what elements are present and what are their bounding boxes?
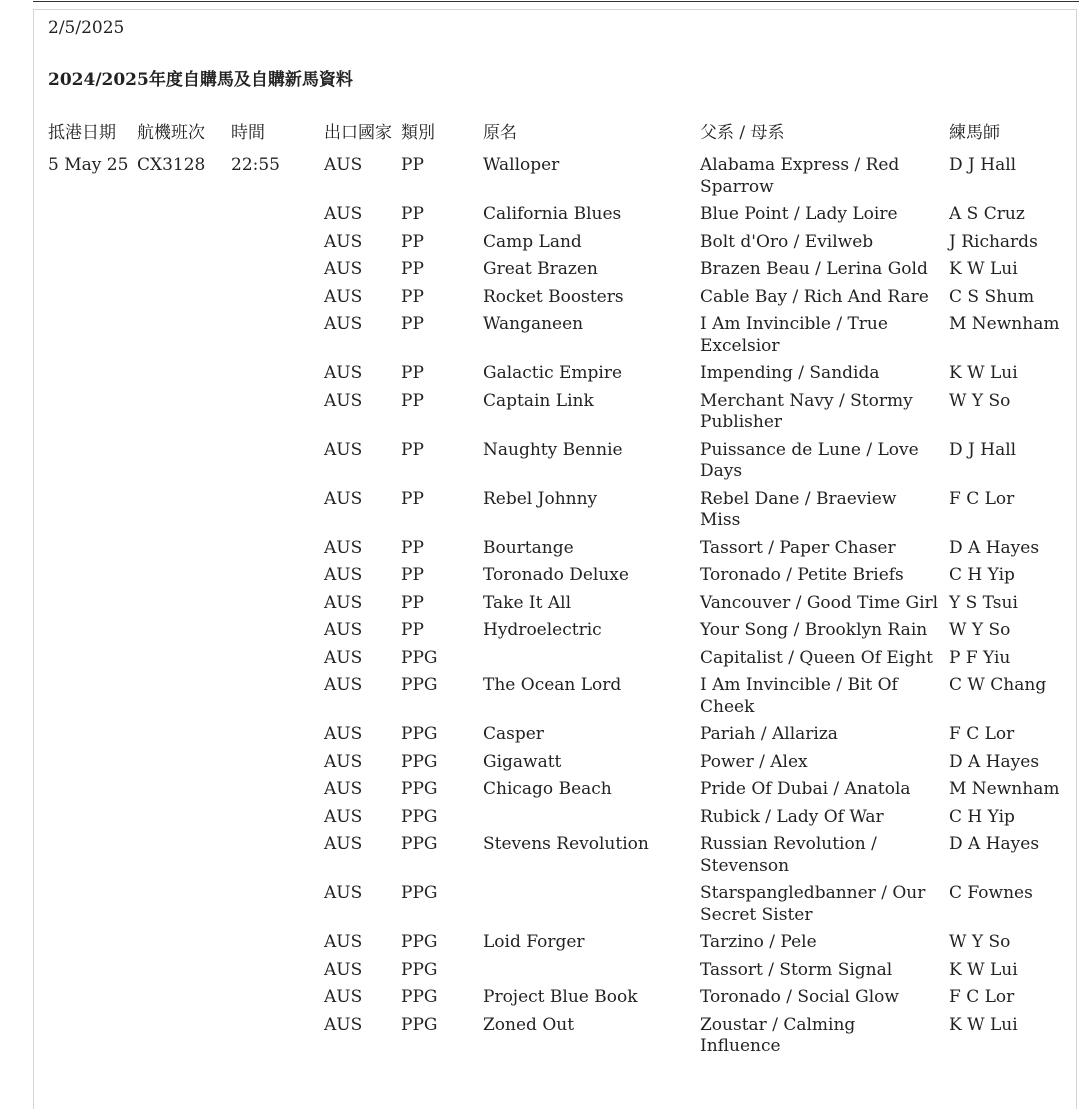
flight-cell [133, 201, 227, 229]
trainer-cell: J Richards [949, 231, 1038, 252]
type-cell: PPG [401, 806, 438, 827]
arrival-date-cell [44, 256, 133, 284]
pedigree-cell: Your Song / Brooklyn Rain [700, 620, 928, 640]
flight-cell [133, 776, 227, 804]
trainer-cell: F C Lor [949, 724, 1015, 744]
type-cell: PP [401, 537, 424, 558]
pedigree-cell: Tassort / Paper Chaser [700, 537, 896, 558]
flight-cell [133, 360, 227, 388]
arrival-date-cell: 5 May 25 [48, 155, 129, 175]
country-cell: AUS [324, 390, 363, 411]
time-cell [227, 311, 320, 360]
pedigree-cell: Bolt d'Oro / Evilweb [700, 231, 874, 252]
pedigree-cell: Starspangledbanner / Our Secret Sister [700, 883, 926, 925]
flight-cell [133, 562, 227, 590]
flight-cell [133, 804, 227, 832]
time-cell [227, 590, 320, 618]
trainer-cell: D A Hayes [949, 537, 1040, 558]
country-cell: AUS [324, 959, 363, 980]
table-row [44, 645, 1074, 673]
horse-name-cell: Bourtange [483, 537, 574, 558]
type-cell: PP [401, 565, 424, 585]
pedigree-cell: Merchant Navy / Stormy Publisher [700, 390, 913, 432]
type-cell: PPG [401, 779, 438, 799]
table-row [44, 929, 1074, 957]
flight-cell [133, 721, 227, 749]
arrival-date-cell [44, 590, 133, 618]
arrival-date-cell [44, 535, 133, 563]
type-cell: PP [401, 363, 424, 383]
table-row [44, 804, 1074, 832]
country-cell: AUS [324, 314, 363, 334]
arrival-date-cell [44, 804, 133, 832]
country-cell: AUS [324, 987, 363, 1007]
trainer-cell: C W Chang [949, 675, 1047, 695]
time-cell: 22:55 [231, 155, 280, 175]
horse-name-cell: Naughty Bennie [483, 439, 623, 460]
pedigree-cell: I Am Invincible / True Excelsior [700, 314, 888, 356]
pedigree-cell: Vancouver / Good Time Girl [700, 592, 939, 613]
time-cell [227, 831, 320, 880]
pedigree-cell: Cable Bay / Rich And Rare [700, 286, 929, 307]
horse-name-cell: Rebel Johnny [483, 488, 598, 509]
arrival-date-cell [44, 645, 133, 673]
time-cell [227, 721, 320, 749]
flight-cell [133, 388, 227, 437]
country-cell: AUS [324, 204, 363, 224]
country-cell: AUS [324, 565, 363, 585]
trainer-cell: K W Lui [949, 259, 1018, 279]
horse-name-cell: Loid Forger [483, 932, 585, 952]
country-cell: AUS [324, 620, 363, 640]
flight-cell [133, 672, 227, 721]
time-cell [227, 535, 320, 563]
table-row [44, 388, 1074, 437]
type-cell: PP [401, 314, 424, 334]
country-cell: AUS [324, 779, 363, 799]
arrival-date-cell [44, 984, 133, 1012]
table-row [44, 201, 1074, 229]
horse-name-cell: Wanganeen [483, 314, 584, 334]
trainer-cell: C S Shum [949, 286, 1035, 307]
time-cell [227, 645, 320, 673]
type-cell: PPG [401, 834, 438, 854]
trainer-cell: A S Cruz [949, 204, 1025, 224]
pedigree-cell: Power / Alex [700, 751, 808, 772]
trainer-cell: C H Yip [949, 806, 1015, 827]
time-cell [227, 229, 320, 257]
header-flight: 航機班次 [137, 123, 205, 143]
flight-cell [133, 590, 227, 618]
country-cell: AUS [324, 488, 363, 509]
horse-name-cell: Casper [483, 724, 544, 744]
table-row [44, 437, 1074, 486]
trainer-cell: C Fownes [949, 883, 1033, 903]
table-row [44, 1012, 1074, 1061]
pedigree-cell: Alabama Express / Red Sparrow [700, 155, 900, 197]
trainer-cell: W Y So [949, 390, 1011, 411]
flight-cell [133, 880, 227, 929]
arrival-date-cell [44, 776, 133, 804]
arrival-date-cell [44, 486, 133, 535]
top-divider [33, 1, 1079, 2]
trainer-cell: Y S Tsui [949, 592, 1018, 613]
flight-cell [133, 229, 227, 257]
horse-name-cell: Chicago Beach [483, 779, 612, 799]
horse-name-cell [479, 645, 696, 673]
horse-table [44, 117, 1074, 1061]
horse-name-cell: Great Brazen [483, 259, 598, 279]
header-trainer: 練馬師 [949, 123, 1000, 143]
type-cell: PP [401, 620, 424, 640]
time-cell [227, 256, 320, 284]
pedigree-cell: Zoustar / Calming Influence [700, 1014, 856, 1056]
horse-name-cell: Camp Land [483, 231, 582, 252]
type-cell: PP [401, 488, 424, 509]
trainer-cell: D A Hayes [949, 751, 1040, 772]
pedigree-cell: Tassort / Storm Signal [700, 959, 893, 980]
trainer-cell: K W Lui [949, 363, 1018, 383]
trainer-cell: D J Hall [949, 439, 1017, 460]
pedigree-cell: Blue Point / Lady Loire [700, 204, 898, 224]
country-cell: AUS [324, 751, 363, 772]
time-cell [227, 957, 320, 985]
type-cell: PPG [401, 1014, 438, 1035]
arrival-date-cell [44, 360, 133, 388]
time-cell [227, 929, 320, 957]
horse-name-cell: Galactic Empire [483, 363, 623, 383]
type-cell: PP [401, 439, 424, 460]
flight-cell [133, 1012, 227, 1061]
trainer-cell: P F Yiu [949, 647, 1011, 668]
horse-name-cell: The Ocean Lord [483, 675, 622, 695]
arrival-date-cell [44, 388, 133, 437]
time-cell [227, 984, 320, 1012]
table-row [44, 152, 1074, 201]
horse-name-cell: Rocket Boosters [483, 286, 624, 307]
type-cell: PP [401, 204, 424, 224]
pedigree-cell: I Am Invincible / Bit Of Cheek [700, 675, 898, 717]
flight-cell [133, 486, 227, 535]
time-cell [227, 388, 320, 437]
arrival-date-cell [44, 880, 133, 929]
horse-name-cell: Captain Link [483, 390, 594, 411]
table-row [44, 749, 1074, 777]
header-original-name: 原名 [483, 123, 517, 143]
time-cell [227, 880, 320, 929]
flight-cell [133, 284, 227, 312]
publish-date: 2/5/2025 [48, 18, 125, 38]
arrival-date-cell [44, 929, 133, 957]
table-row [44, 617, 1074, 645]
pedigree-cell: Toronado / Social Glow [700, 987, 899, 1007]
pedigree-cell: Rubick / Lady Of War [700, 806, 884, 827]
header-pedigree: 父系 / 母系 [700, 123, 785, 143]
flight-cell [133, 617, 227, 645]
flight-cell [133, 929, 227, 957]
table-row [44, 590, 1074, 618]
trainer-cell: D J Hall [949, 155, 1017, 175]
page-title: 2024/2025年度自購馬及自購新馬資料 [48, 70, 353, 90]
pedigree-cell: Impending / Sandida [700, 363, 880, 383]
country-cell: AUS [324, 675, 363, 695]
country-cell: AUS [324, 537, 363, 558]
time-cell [227, 201, 320, 229]
country-cell: AUS [324, 363, 363, 383]
horse-name-cell [479, 957, 696, 985]
flight-cell: CX3128 [137, 155, 206, 175]
table-row [44, 486, 1074, 535]
country-cell: AUS [324, 439, 363, 460]
arrival-date-cell [44, 311, 133, 360]
table-row [44, 721, 1074, 749]
arrival-date-cell [44, 437, 133, 486]
horse-name-cell: Stevens Revolution [483, 834, 649, 854]
arrival-date-cell [44, 617, 133, 645]
pedigree-cell: Tarzino / Pele [700, 932, 817, 952]
type-cell: PP [401, 286, 424, 307]
flight-cell [133, 984, 227, 1012]
trainer-cell: K W Lui [949, 1014, 1018, 1035]
country-cell: AUS [324, 155, 363, 175]
horse-name-cell: Project Blue Book [483, 987, 638, 1007]
pedigree-cell: Pariah / Allariza [700, 724, 838, 744]
pedigree-cell: Russian Revolution / Stevenson [700, 834, 877, 876]
trainer-cell: W Y So [949, 932, 1011, 952]
table-row [44, 256, 1074, 284]
country-cell: AUS [324, 592, 363, 613]
table-row [44, 562, 1074, 590]
header-export-country: 出口國家 [324, 123, 392, 143]
horse-name-cell: California Blues [483, 204, 622, 224]
time-cell [227, 360, 320, 388]
arrival-date-cell [44, 284, 133, 312]
trainer-cell: W Y So [949, 620, 1011, 640]
country-cell: AUS [324, 286, 363, 307]
type-cell: PPG [401, 932, 438, 952]
table-header-row [44, 117, 1074, 152]
flight-cell [133, 645, 227, 673]
table-row [44, 880, 1074, 929]
country-cell: AUS [324, 1014, 363, 1035]
country-cell: AUS [324, 231, 363, 252]
flight-cell [133, 535, 227, 563]
horse-name-cell: Toronado Deluxe [483, 565, 629, 585]
flight-cell [133, 256, 227, 284]
type-cell: PP [401, 592, 424, 613]
arrival-date-cell [44, 229, 133, 257]
trainer-cell: M Newnham [949, 314, 1060, 334]
pedigree-cell: Puissance de Lune / Love Days [700, 439, 919, 481]
table-row [44, 831, 1074, 880]
type-cell: PP [401, 155, 424, 175]
horse-name-cell: Zoned Out [483, 1014, 575, 1035]
type-cell: PP [401, 390, 424, 411]
flight-cell [133, 749, 227, 777]
trainer-cell: C H Yip [949, 565, 1015, 585]
trainer-cell: F C Lor [949, 987, 1015, 1007]
arrival-date-cell [44, 1012, 133, 1061]
flight-cell [133, 311, 227, 360]
arrival-date-cell [44, 672, 133, 721]
arrival-date-cell [44, 201, 133, 229]
trainer-cell: K W Lui [949, 959, 1018, 980]
arrival-date-cell [44, 957, 133, 985]
horse-name-cell: Walloper [483, 155, 560, 175]
type-cell: PPG [401, 959, 438, 980]
table-row [44, 360, 1074, 388]
arrival-date-cell [44, 831, 133, 880]
trainer-cell: M Newnham [949, 779, 1060, 799]
table-row [44, 672, 1074, 721]
flight-cell [133, 437, 227, 486]
pedigree-cell: Rebel Dane / Braeview Miss [700, 488, 897, 530]
time-cell [227, 562, 320, 590]
table-row [44, 776, 1074, 804]
header-arrival-date: 抵港日期 [48, 123, 116, 143]
horse-name-cell: Take It All [483, 592, 572, 613]
time-cell [227, 776, 320, 804]
trainer-cell: F C Lor [949, 488, 1015, 509]
country-cell: AUS [324, 883, 363, 903]
horse-name-cell [479, 804, 696, 832]
table-row [44, 311, 1074, 360]
table-row [44, 957, 1074, 985]
arrival-date-cell [44, 749, 133, 777]
time-cell [227, 672, 320, 721]
table-row [44, 535, 1074, 563]
table-row [44, 984, 1074, 1012]
header-type: 類別 [401, 123, 435, 143]
country-cell: AUS [324, 834, 363, 854]
horse-name-cell: Gigawatt [483, 751, 562, 772]
time-cell [227, 1012, 320, 1061]
time-cell [227, 749, 320, 777]
header-time: 時間 [231, 123, 265, 143]
country-cell: AUS [324, 932, 363, 952]
country-cell: AUS [324, 724, 363, 744]
arrival-date-cell [44, 562, 133, 590]
type-cell: PPG [401, 751, 438, 772]
type-cell: PPG [401, 675, 438, 695]
type-cell: PPG [401, 724, 438, 744]
time-cell [227, 804, 320, 832]
time-cell [227, 284, 320, 312]
pedigree-cell: Capitalist / Queen Of Eight [700, 647, 933, 668]
horse-name-cell: Hydroelectric [483, 620, 602, 640]
type-cell: PPG [401, 987, 438, 1007]
country-cell: AUS [324, 259, 363, 279]
pedigree-cell: Pride Of Dubai / Anatola [700, 779, 911, 799]
type-cell: PPG [401, 883, 438, 903]
time-cell [227, 486, 320, 535]
type-cell: PPG [401, 647, 438, 668]
table-row [44, 229, 1074, 257]
horse-name-cell [479, 880, 696, 929]
trainer-cell: D A Hayes [949, 834, 1040, 854]
type-cell: PP [401, 231, 424, 252]
country-cell: AUS [324, 806, 363, 827]
arrival-date-cell [44, 721, 133, 749]
pedigree-cell: Brazen Beau / Lerina Gold [700, 259, 928, 279]
table-row [44, 284, 1074, 312]
time-cell [227, 617, 320, 645]
type-cell: PP [401, 259, 424, 279]
pedigree-cell: Toronado / Petite Briefs [700, 565, 904, 585]
flight-cell [133, 957, 227, 985]
time-cell [227, 437, 320, 486]
country-cell: AUS [324, 647, 363, 668]
flight-cell [133, 831, 227, 880]
